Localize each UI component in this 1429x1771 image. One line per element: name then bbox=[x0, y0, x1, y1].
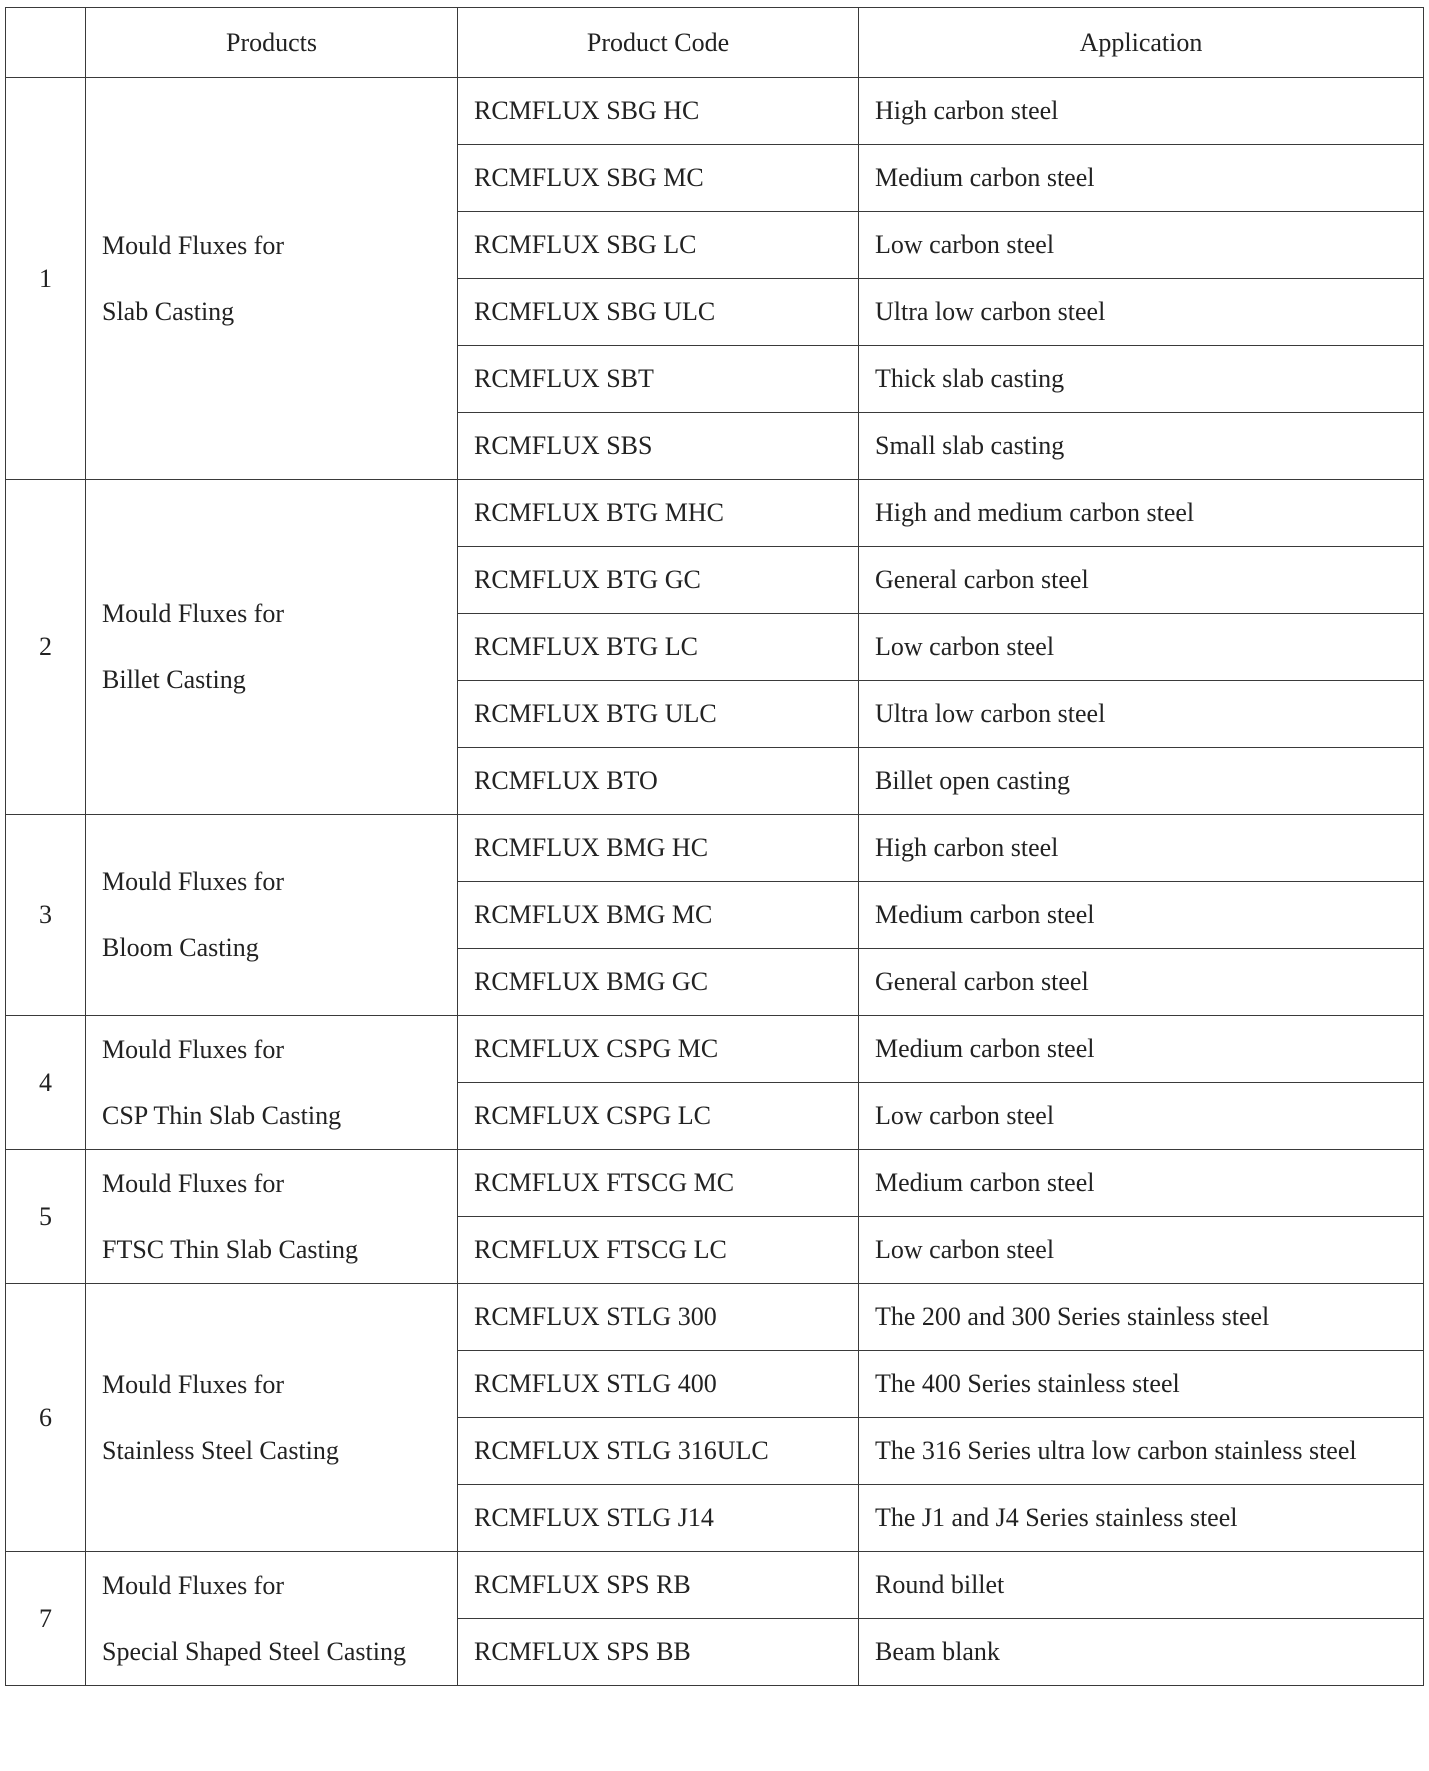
table-row bbox=[6, 1284, 1424, 1351]
application-cell: The J1 and J4 Series stainless steel bbox=[859, 1485, 1424, 1552]
product-name-line: Mould Fluxes for bbox=[102, 599, 284, 628]
product-name-line: Mould Fluxes for bbox=[102, 1034, 284, 1064]
application-cell: Low carbon steel bbox=[859, 1217, 1424, 1284]
mould-flux-products-table bbox=[5, 7, 1424, 1686]
header-products: Products bbox=[86, 8, 458, 78]
table-row bbox=[6, 1552, 1424, 1619]
row-number-cell: 1 bbox=[6, 78, 86, 480]
application-cell: The 316 Series ultra low carbon stainless steel bbox=[859, 1418, 1424, 1485]
product-code-cell: RCMFLUX SBT bbox=[458, 346, 859, 413]
product-name-line: Slab Casting bbox=[102, 296, 235, 326]
application-cell: Low carbon steel bbox=[859, 614, 1424, 681]
product-name-line: Mould Fluxes for bbox=[102, 1369, 284, 1399]
product-cell bbox=[86, 1552, 458, 1686]
application-cell: High carbon steel bbox=[859, 78, 1424, 145]
row-number-cell: 4 bbox=[6, 1016, 86, 1150]
product-name-line: FTSC Thin Slab Casting bbox=[102, 1234, 358, 1264]
product-code-cell: RCMFLUX BMG HC bbox=[458, 815, 859, 882]
product-cell bbox=[86, 1016, 458, 1150]
product-code-cell: RCMFLUX BMG MC bbox=[458, 882, 859, 949]
table-body bbox=[6, 78, 1424, 1686]
application-cell: The 200 and 300 Series stainless steel bbox=[859, 1284, 1424, 1351]
product-code-cell: RCMFLUX BTG GC bbox=[458, 547, 859, 614]
product-code-cell: RCMFLUX BTG ULC bbox=[458, 681, 859, 748]
application-cell: Medium carbon steel bbox=[859, 1150, 1424, 1217]
application-cell: General carbon steel bbox=[859, 547, 1424, 614]
product-cell bbox=[86, 1150, 458, 1284]
table-row bbox=[6, 480, 1424, 547]
application-cell: Low carbon steel bbox=[859, 1083, 1424, 1150]
product-cell bbox=[86, 1284, 458, 1552]
product-code-cell: RCMFLUX SBG LC bbox=[458, 212, 859, 279]
application-cell: Low carbon steel bbox=[859, 212, 1424, 279]
product-code-cell: RCMFLUX CSPG MC bbox=[458, 1016, 859, 1083]
row-number-cell: 6 bbox=[6, 1284, 86, 1552]
product-code-cell: RCMFLUX SBG HC bbox=[458, 78, 859, 145]
product-name-line: Bloom Casting bbox=[102, 933, 259, 962]
product-code-cell: RCMFLUX CSPG LC bbox=[458, 1083, 859, 1150]
product-name-line: Stainless Steel Casting bbox=[102, 1435, 339, 1465]
row-number-cell: 2 bbox=[6, 480, 86, 815]
application-cell: Medium carbon steel bbox=[859, 1016, 1424, 1083]
table-header bbox=[6, 8, 1424, 78]
header-index bbox=[6, 8, 86, 78]
product-cell bbox=[86, 480, 458, 815]
application-cell: Small slab casting bbox=[859, 413, 1424, 480]
product-name-line: CSP Thin Slab Casting bbox=[102, 1100, 342, 1130]
product-code-cell: RCMFLUX SPS RB bbox=[458, 1552, 859, 1619]
product-name-line: Mould Fluxes for bbox=[102, 230, 284, 260]
product-code-cell: RCMFLUX BMG GC bbox=[458, 949, 859, 1016]
product-code-cell: RCMFLUX STLG 400 bbox=[458, 1351, 859, 1418]
table-row bbox=[6, 1016, 1424, 1083]
table-row bbox=[6, 1150, 1424, 1217]
product-code-cell: RCMFLUX FTSCG LC bbox=[458, 1217, 859, 1284]
table-wrapper bbox=[5, 7, 1424, 1686]
product-code-cell: RCMFLUX STLG 300 bbox=[458, 1284, 859, 1351]
product-code-cell: RCMFLUX BTG MHC bbox=[458, 480, 859, 547]
product-name-line: Mould Fluxes for bbox=[102, 867, 284, 896]
application-cell: High carbon steel bbox=[859, 815, 1424, 882]
row-number-cell: 5 bbox=[6, 1150, 86, 1284]
row-number-cell: 3 bbox=[6, 815, 86, 1016]
header-row bbox=[6, 8, 1424, 78]
header-product-code: Product Code bbox=[458, 8, 859, 78]
product-code-cell: RCMFLUX SBG ULC bbox=[458, 279, 859, 346]
application-cell: Beam blank bbox=[859, 1619, 1424, 1686]
product-name-line: Billet Casting bbox=[102, 665, 246, 694]
header-application: Application bbox=[859, 8, 1424, 78]
product-cell bbox=[86, 78, 458, 480]
product-code-cell: RCMFLUX SBS bbox=[458, 413, 859, 480]
product-code-cell: RCMFLUX STLG 316ULC bbox=[458, 1418, 859, 1485]
row-number-cell: 7 bbox=[6, 1552, 86, 1686]
application-cell: Medium carbon steel bbox=[859, 882, 1424, 949]
application-cell: Round billet bbox=[859, 1552, 1424, 1619]
product-code-cell: RCMFLUX FTSCG MC bbox=[458, 1150, 859, 1217]
table-row bbox=[6, 78, 1424, 145]
product-name-line: Mould Fluxes for bbox=[102, 1168, 284, 1198]
table-row bbox=[6, 815, 1424, 882]
product-code-cell: RCMFLUX STLG J14 bbox=[458, 1485, 859, 1552]
application-cell: Billet open casting bbox=[859, 748, 1424, 815]
application-cell: Ultra low carbon steel bbox=[859, 681, 1424, 748]
product-code-cell: RCMFLUX SPS BB bbox=[458, 1619, 859, 1686]
application-cell: The 400 Series stainless steel bbox=[859, 1351, 1424, 1418]
application-cell: Thick slab casting bbox=[859, 346, 1424, 413]
product-name-line: Special Shaped Steel Casting bbox=[102, 1636, 407, 1666]
application-cell: Medium carbon steel bbox=[859, 145, 1424, 212]
product-code-cell: RCMFLUX BTO bbox=[458, 748, 859, 815]
application-cell: Ultra low carbon steel bbox=[859, 279, 1424, 346]
product-code-cell: RCMFLUX SBG MC bbox=[458, 145, 859, 212]
product-code-cell: RCMFLUX BTG LC bbox=[458, 614, 859, 681]
product-name-line: Mould Fluxes for bbox=[102, 1570, 284, 1600]
application-cell: High and medium carbon steel bbox=[859, 480, 1424, 547]
product-cell bbox=[86, 815, 458, 1016]
application-cell: General carbon steel bbox=[859, 949, 1424, 1016]
